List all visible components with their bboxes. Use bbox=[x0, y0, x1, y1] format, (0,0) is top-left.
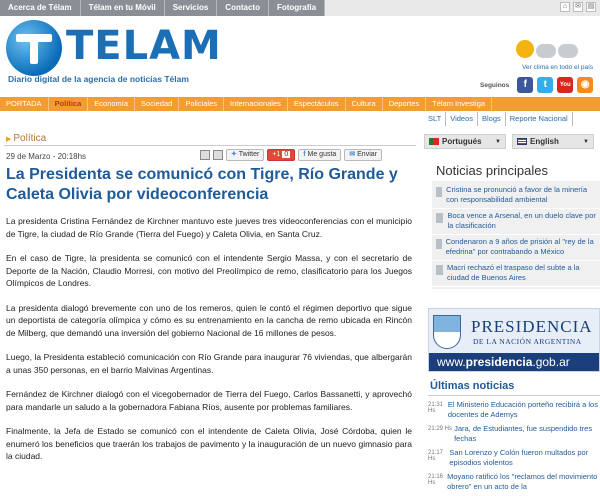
nav-portada[interactable]: PORTADA bbox=[0, 97, 49, 111]
divider bbox=[4, 145, 416, 146]
list-item[interactable] bbox=[428, 424, 600, 443]
noticias-principales-title: Noticias principales bbox=[436, 163, 548, 178]
item-text: San Lorenzo y Colón fueron multados por episodios violentos bbox=[449, 448, 589, 467]
weather-widget[interactable] bbox=[516, 36, 600, 62]
language-portugues[interactable] bbox=[424, 134, 506, 149]
list-item[interactable] bbox=[428, 448, 600, 467]
nav-telam-investiga[interactable]: Télam Investiga bbox=[426, 97, 492, 111]
social-bar bbox=[480, 77, 593, 93]
print-icon[interactable]: ▤ bbox=[587, 3, 595, 10]
article-paragraph: La presidenta dialogó brevemente con uno de los remeros, quien le contó el régimen deportivo que sigue un deportista de categoría olímpica y cómo es su entrenamiento en la cancha de remo ubicada en Rincón de Milberg, que demandó una inversión del gobierno Nacional de 16 millones de pesos. bbox=[6, 302, 412, 338]
twitter-bird-icon: ✦ bbox=[231, 151, 237, 158]
list-item-title: Boca vence a Arsenal, en un duelo clave por la clasificación bbox=[447, 211, 596, 230]
list-item[interactable] bbox=[432, 183, 600, 209]
chevron-down-icon: ▼ bbox=[495, 138, 501, 145]
banner-url-main: presidencia bbox=[465, 355, 533, 369]
thumbnail-icon bbox=[436, 213, 443, 223]
facebook-icon: f bbox=[303, 151, 306, 158]
cloud-icon bbox=[536, 44, 556, 58]
nav-policiales[interactable]: Policiales bbox=[179, 97, 224, 111]
item-text: El Ministerio Educación porteño recibirá a los docentes de Ademys bbox=[447, 400, 598, 419]
nav-politica[interactable]: Política bbox=[49, 97, 89, 111]
banner-url-suffix: .gob.ar bbox=[532, 355, 570, 369]
language-english[interactable] bbox=[512, 134, 594, 149]
list-item[interactable] bbox=[428, 472, 600, 491]
noticias-principales-list bbox=[432, 181, 600, 289]
gplus-count: 0 bbox=[284, 151, 289, 158]
home-icon[interactable]: ⌂ bbox=[560, 2, 570, 12]
sidebar-tabs bbox=[424, 112, 573, 126]
top-icons bbox=[560, 2, 596, 12]
item-time: 21:29 Hs bbox=[428, 426, 453, 432]
article-paragraph: En el caso de Tigre, la presidenta se comunicó con el intendente Sergio Massa, y con el secretario de Deporte de la Nación, Claudio Morresi, con motivo del Preolímpico de remo, clasificatorio para los Juegos Olímpicos de Londres. bbox=[6, 253, 412, 288]
item-time: 21:17 Hs bbox=[428, 450, 444, 462]
top-bar bbox=[0, 0, 600, 16]
list-item-title: Cristina se pronunció a favor de la minería con responsabilidad ambiental bbox=[446, 185, 588, 204]
nav-economia[interactable]: Economía bbox=[88, 97, 135, 111]
mail-icon[interactable]: ✉ bbox=[573, 2, 583, 12]
tab-reporte-nacional[interactable]: Reporte Nacional bbox=[506, 112, 573, 126]
banner-line2: DE LA NACIÓN ARGENTINA bbox=[473, 337, 582, 346]
topnav-contacto[interactable]: Contacto bbox=[217, 0, 269, 16]
topnav-movil[interactable]: Télam en tu Móvil bbox=[81, 0, 165, 16]
print-icon[interactable] bbox=[200, 150, 210, 160]
email-icon[interactable] bbox=[213, 150, 223, 160]
tagline: Diario digital de la agencia de noticias Télam bbox=[8, 74, 189, 84]
list-item[interactable] bbox=[432, 261, 600, 287]
list-item-title: Macri rechazó el traspaso del subte a la ciudad de Buenos Aires bbox=[446, 263, 580, 282]
gplus-button[interactable] bbox=[267, 149, 295, 161]
presidencia-banner[interactable] bbox=[428, 308, 600, 372]
share-bar bbox=[200, 149, 382, 161]
tab-videos[interactable]: Videos bbox=[446, 112, 478, 126]
language-selectors bbox=[424, 134, 594, 149]
logo-mark-icon bbox=[6, 20, 62, 76]
language-label: English bbox=[530, 137, 559, 146]
brazil-flag-icon bbox=[429, 138, 439, 145]
article-paragraph: Finalmente, la Jefa de Estado se comunicó con el intendente de Caleta Olivia, José Córdoba, quien le enumeró los beneficios que traerán los trabajos de pavimento y la inauguración de un nuevo gimnasio para la ciudad. bbox=[6, 426, 412, 461]
send-label: Enviar bbox=[357, 151, 377, 158]
item-time: 21:16 Hs bbox=[428, 474, 444, 486]
weather-link[interactable]: Ver clima en todo el país bbox=[522, 64, 594, 71]
item-time: 21:31 Hs bbox=[428, 402, 444, 414]
social-label: Seguinos bbox=[480, 81, 510, 89]
send-button[interactable] bbox=[344, 149, 382, 161]
like-button[interactable] bbox=[298, 149, 341, 161]
thumbnail-icon bbox=[436, 187, 442, 197]
thumbnail-icon bbox=[436, 239, 442, 249]
like-label: Me gusta bbox=[307, 151, 337, 158]
banner-url bbox=[429, 353, 599, 371]
twitter-share-button[interactable] bbox=[226, 149, 264, 161]
list-item-title: Condenaron a 9 años de prisión al "rey de la efedrina" por contrabando a México bbox=[445, 237, 594, 256]
article-date: 29 de Marzo - 20:18hs bbox=[6, 152, 87, 161]
nav-cultura[interactable]: Cultura bbox=[346, 97, 383, 111]
twitter-share-label: Twitter bbox=[238, 151, 260, 158]
logo-text: TELAM bbox=[66, 23, 222, 69]
chevron-down-icon: ▼ bbox=[583, 138, 589, 145]
facebook-icon[interactable]: f bbox=[517, 77, 533, 93]
banner-url-prefix: www. bbox=[437, 355, 466, 369]
item-text: Jara, de Estudiantes, fue suspendido tres fechas bbox=[454, 424, 593, 443]
gplus-label: +1 bbox=[272, 151, 281, 158]
arrow-right-icon: ▶ bbox=[6, 136, 12, 143]
article-paragraph: Fernández de Kirchner dialogó con el vicegobernador de Tierra del Fuego, Carlos Bassanetti, y aprovechó para mandarle un saludo a la gobernadora Fabiana Ríos, ausente por problemas familiares. bbox=[6, 389, 412, 412]
tab-slt[interactable]: SLT bbox=[424, 112, 446, 126]
nav-internacionales[interactable]: Internacionales bbox=[224, 97, 288, 111]
ultimas-noticias-title: Últimas noticias bbox=[430, 380, 515, 392]
section-label[interactable] bbox=[6, 133, 46, 144]
tab-blogs[interactable]: Blogs bbox=[478, 112, 506, 126]
topnav-fotografia[interactable]: Fotografía bbox=[269, 0, 325, 16]
main-nav bbox=[0, 97, 600, 111]
coat-of-arms-icon bbox=[433, 315, 461, 349]
send-icon: ✉ bbox=[349, 151, 356, 158]
top-nav bbox=[0, 0, 325, 16]
article-paragraph: La presidenta Cristina Fernández de Kirchner mantuvo este jueves tres videoconferencias con el municipio de Tigre, la ciudad de Río Grande (Tierra del Fuego) y Caleta Olivia, en Santa Cruz. bbox=[6, 216, 412, 239]
list-item[interactable] bbox=[432, 209, 600, 235]
topnav-acerca[interactable]: Acerca de Télam bbox=[0, 0, 81, 16]
thumbnail-icon bbox=[436, 265, 443, 275]
uk-flag-icon bbox=[517, 138, 527, 145]
nav-sociedad[interactable]: Sociedad bbox=[135, 97, 179, 111]
rss-icon[interactable]: ◉ bbox=[577, 77, 593, 93]
divider bbox=[428, 395, 600, 396]
twitter-icon[interactable]: t bbox=[537, 77, 553, 93]
article-body bbox=[6, 215, 412, 475]
nav-deportes[interactable]: Deportes bbox=[383, 97, 426, 111]
language-label: Portugués bbox=[442, 137, 482, 146]
list-item[interactable] bbox=[432, 235, 600, 261]
item-text: Moyano ratificó los "reclamos del movimiento obrero" en un acto de la bbox=[447, 472, 598, 491]
topnav-servicios[interactable]: Servicios bbox=[165, 0, 218, 16]
section-name: Política bbox=[13, 133, 47, 144]
article-paragraph: Luego, la Presidenta estableció comunicación con Río Grande para inaugurar 76 viviendas, que albergarán a unas 350 personas, en el barrio Malvinas Argentinas. bbox=[6, 352, 412, 375]
ultimas-noticias-list bbox=[428, 400, 600, 496]
youtube-icon[interactable]: You bbox=[557, 77, 573, 93]
banner-line1: PRESIDENCIA bbox=[471, 317, 593, 336]
cloud-rain-icon bbox=[558, 44, 578, 58]
nav-espectaculos[interactable]: Espectáculos bbox=[288, 97, 346, 111]
list-item[interactable] bbox=[428, 400, 600, 419]
sun-icon bbox=[516, 40, 534, 58]
article-title: La Presidenta se comunicó con Tigre, Río Grande y Caleta Olivia por videoconferencia bbox=[6, 166, 398, 203]
